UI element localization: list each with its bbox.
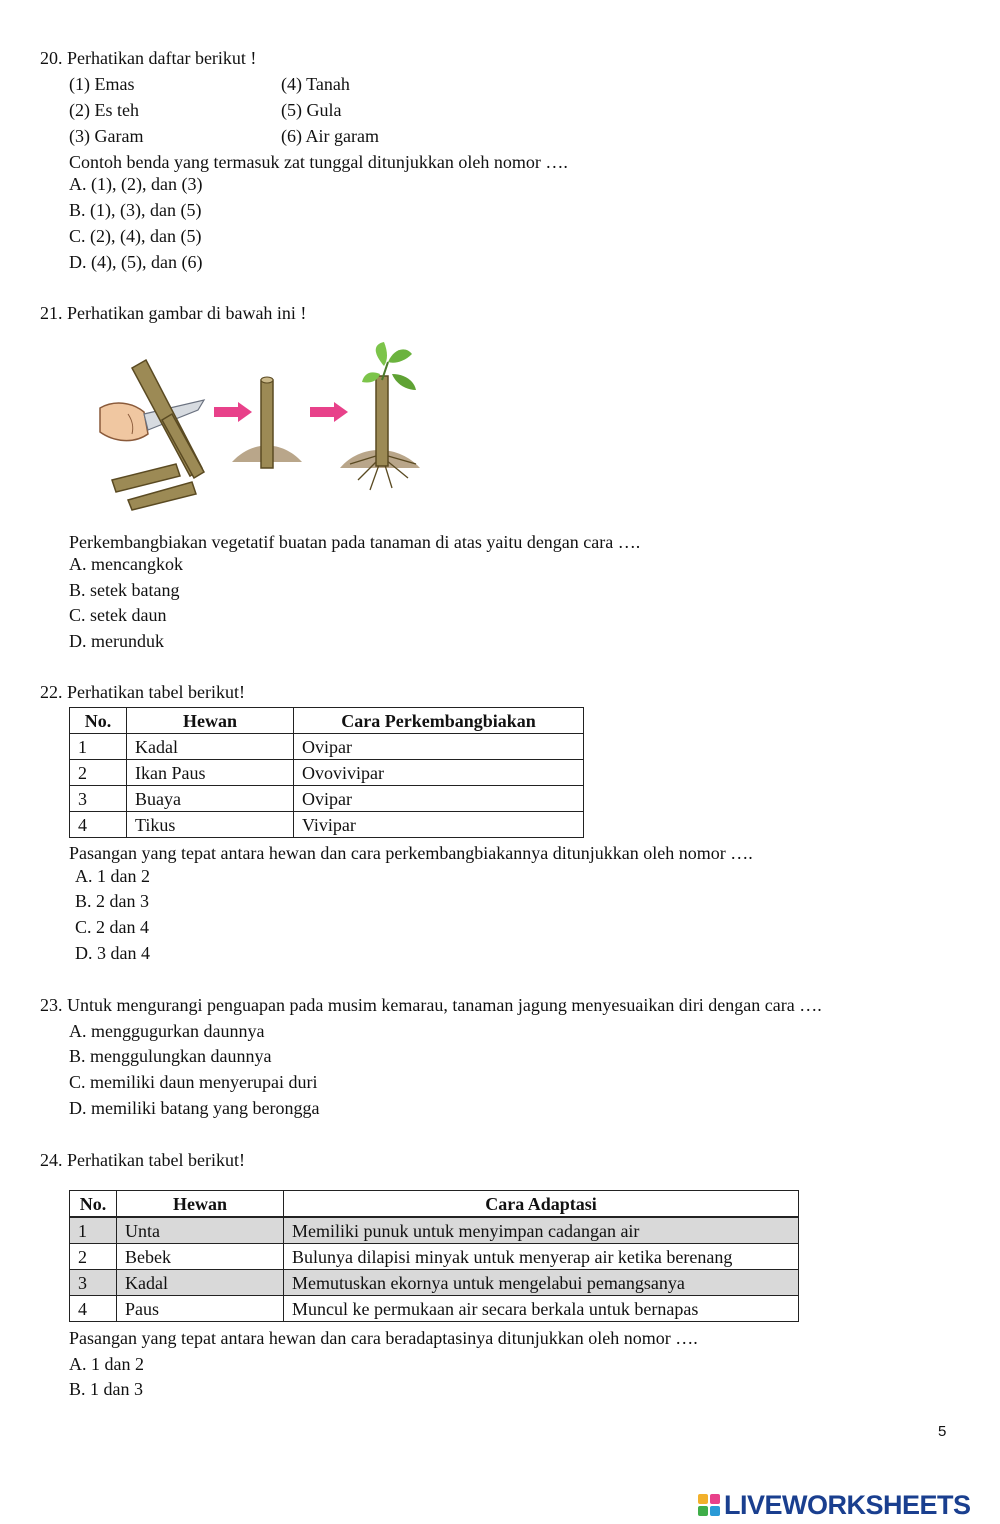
table-row — [70, 812, 584, 838]
table-header: No. — [70, 708, 127, 734]
q24-table — [69, 1190, 799, 1322]
q23-stem: 23. Untuk mengurangi penguapan pada musim kemarau, tanaman jagung menyesuaikan diri dengan cara …. — [40, 995, 822, 1015]
table-cell: 1 — [70, 1217, 117, 1244]
table-header-row — [70, 1191, 799, 1218]
q21-option-d[interactable]: D. merunduk — [69, 631, 164, 651]
table-cell: Muncul ke permukaan air secara berkala untuk bernapas — [284, 1296, 799, 1322]
table-cell: Memutuskan ekornya untuk mengelabui pemangsanya — [284, 1270, 799, 1296]
table-cell: Tikus — [127, 812, 294, 838]
table-cell: 4 — [70, 812, 127, 838]
table-cell: 2 — [70, 1244, 117, 1270]
table-header: No. — [70, 1191, 117, 1218]
table-cell: 4 — [70, 1296, 117, 1322]
liveworksheets-logo-icon — [698, 1494, 720, 1516]
q23-option-b[interactable]: B. menggulungkan daunnya — [69, 1046, 272, 1066]
q21-question: Perkembangbiakan vegetatif buatan pada tanaman di atas yaitu dengan cara …. — [69, 532, 641, 552]
table-cell: 3 — [70, 786, 127, 812]
q22-question: Pasangan yang tepat antara hewan dan cara perkembangbiakannya ditunjukkan oleh nomor …. — [69, 843, 753, 863]
q22-option-d[interactable]: D. 3 dan 4 — [75, 943, 150, 963]
table-cell: 1 — [70, 734, 127, 760]
q24-stem: 24. Perhatikan tabel berikut! — [40, 1150, 245, 1170]
table-cell: Ovipar — [294, 734, 584, 760]
arrow-right-icon — [310, 402, 348, 422]
q22-option-b[interactable]: B. 2 dan 3 — [75, 891, 149, 911]
table-cell: Memiliki punuk untuk menyimpan cadangan air — [284, 1217, 799, 1244]
table-header: Cara Perkembangbiakan — [294, 708, 584, 734]
q20-option-a[interactable]: A. (1), (2), dan (3) — [69, 174, 203, 194]
q20-stem: 20. Perhatikan daftar berikut ! — [40, 48, 257, 68]
table-row — [70, 1244, 799, 1270]
q22-stem: 22. Perhatikan tabel berikut! — [40, 682, 245, 702]
table-cell: 3 — [70, 1270, 117, 1296]
table-row — [70, 1217, 799, 1244]
table-row — [70, 760, 584, 786]
q21-stem: 21. Perhatikan gambar di bawah ini ! — [40, 303, 307, 323]
q21-option-a[interactable]: A. mencangkok — [69, 554, 183, 574]
q22-option-a[interactable]: A. 1 dan 2 — [75, 866, 150, 886]
table-row — [70, 734, 584, 760]
arrow-right-icon — [214, 402, 252, 422]
table-cell: Unta — [117, 1217, 284, 1244]
q20-option-b[interactable]: B. (1), (3), dan (5) — [69, 200, 202, 220]
table-cell: Ovovivipar — [294, 760, 584, 786]
q20-item: (4) Tanah — [281, 74, 350, 94]
table-cell: Paus — [117, 1296, 284, 1322]
q24-option-a[interactable]: A. 1 dan 2 — [69, 1354, 144, 1374]
q24-option-b[interactable]: B. 1 dan 3 — [69, 1379, 143, 1399]
table-header: Hewan — [127, 708, 294, 734]
q21-option-c[interactable]: C. setek daun — [69, 605, 167, 625]
table-cell: Kadal — [117, 1270, 284, 1296]
stem-in-soil — [232, 377, 302, 468]
table-cell: Ikan Paus — [127, 760, 294, 786]
table-cell: Bulunya dilapisi minyak untuk menyerap air ketika berenang — [284, 1244, 799, 1270]
table-cell: 2 — [70, 760, 127, 786]
q22-table — [69, 707, 584, 838]
stem-cutting-illustration — [92, 340, 437, 515]
table-row — [70, 786, 584, 812]
page-number: 5 — [938, 1423, 947, 1440]
q20-item: (6) Air garam — [281, 126, 379, 146]
q23-option-a[interactable]: A. menggugurkan daunnya — [69, 1021, 265, 1041]
table-header-row — [70, 708, 584, 734]
table-cell: Vivipar — [294, 812, 584, 838]
table-header: Cara Adaptasi — [284, 1191, 799, 1218]
liveworksheets-logo[interactable] — [698, 1488, 971, 1522]
table-cell: Bebek — [117, 1244, 284, 1270]
table-row — [70, 1270, 799, 1296]
brand-text: LIVEWORKSHEETS — [724, 1489, 971, 1520]
table-cell: Kadal — [127, 734, 294, 760]
q20-item: (3) Garam — [69, 126, 144, 146]
q20-option-d[interactable]: D. (4), (5), dan (6) — [69, 252, 203, 272]
q21-option-b[interactable]: B. setek batang — [69, 580, 180, 600]
q23-option-d[interactable]: D. memiliki batang yang berongga — [69, 1098, 320, 1118]
q20-item: (2) Es teh — [69, 100, 139, 120]
q20-item: (1) Emas — [69, 74, 135, 94]
q20-item: (5) Gula — [281, 100, 342, 120]
q20-question: Contoh benda yang termasuk zat tunggal ditunjukkan oleh nomor …. — [69, 152, 568, 172]
rooted-stem-with-leaves — [340, 342, 420, 490]
q23-option-c[interactable]: C. memiliki daun menyerupai duri — [69, 1072, 318, 1092]
table-cell: Ovipar — [294, 786, 584, 812]
table-header: Hewan — [117, 1191, 284, 1218]
q22-option-c[interactable]: C. 2 dan 4 — [75, 917, 149, 937]
table-cell: Buaya — [127, 786, 294, 812]
q24-question: Pasangan yang tepat antara hewan dan cara beradaptasinya ditunjukkan oleh nomor …. — [69, 1328, 698, 1348]
table-row — [70, 1296, 799, 1322]
q20-option-c[interactable]: C. (2), (4), dan (5) — [69, 226, 202, 246]
